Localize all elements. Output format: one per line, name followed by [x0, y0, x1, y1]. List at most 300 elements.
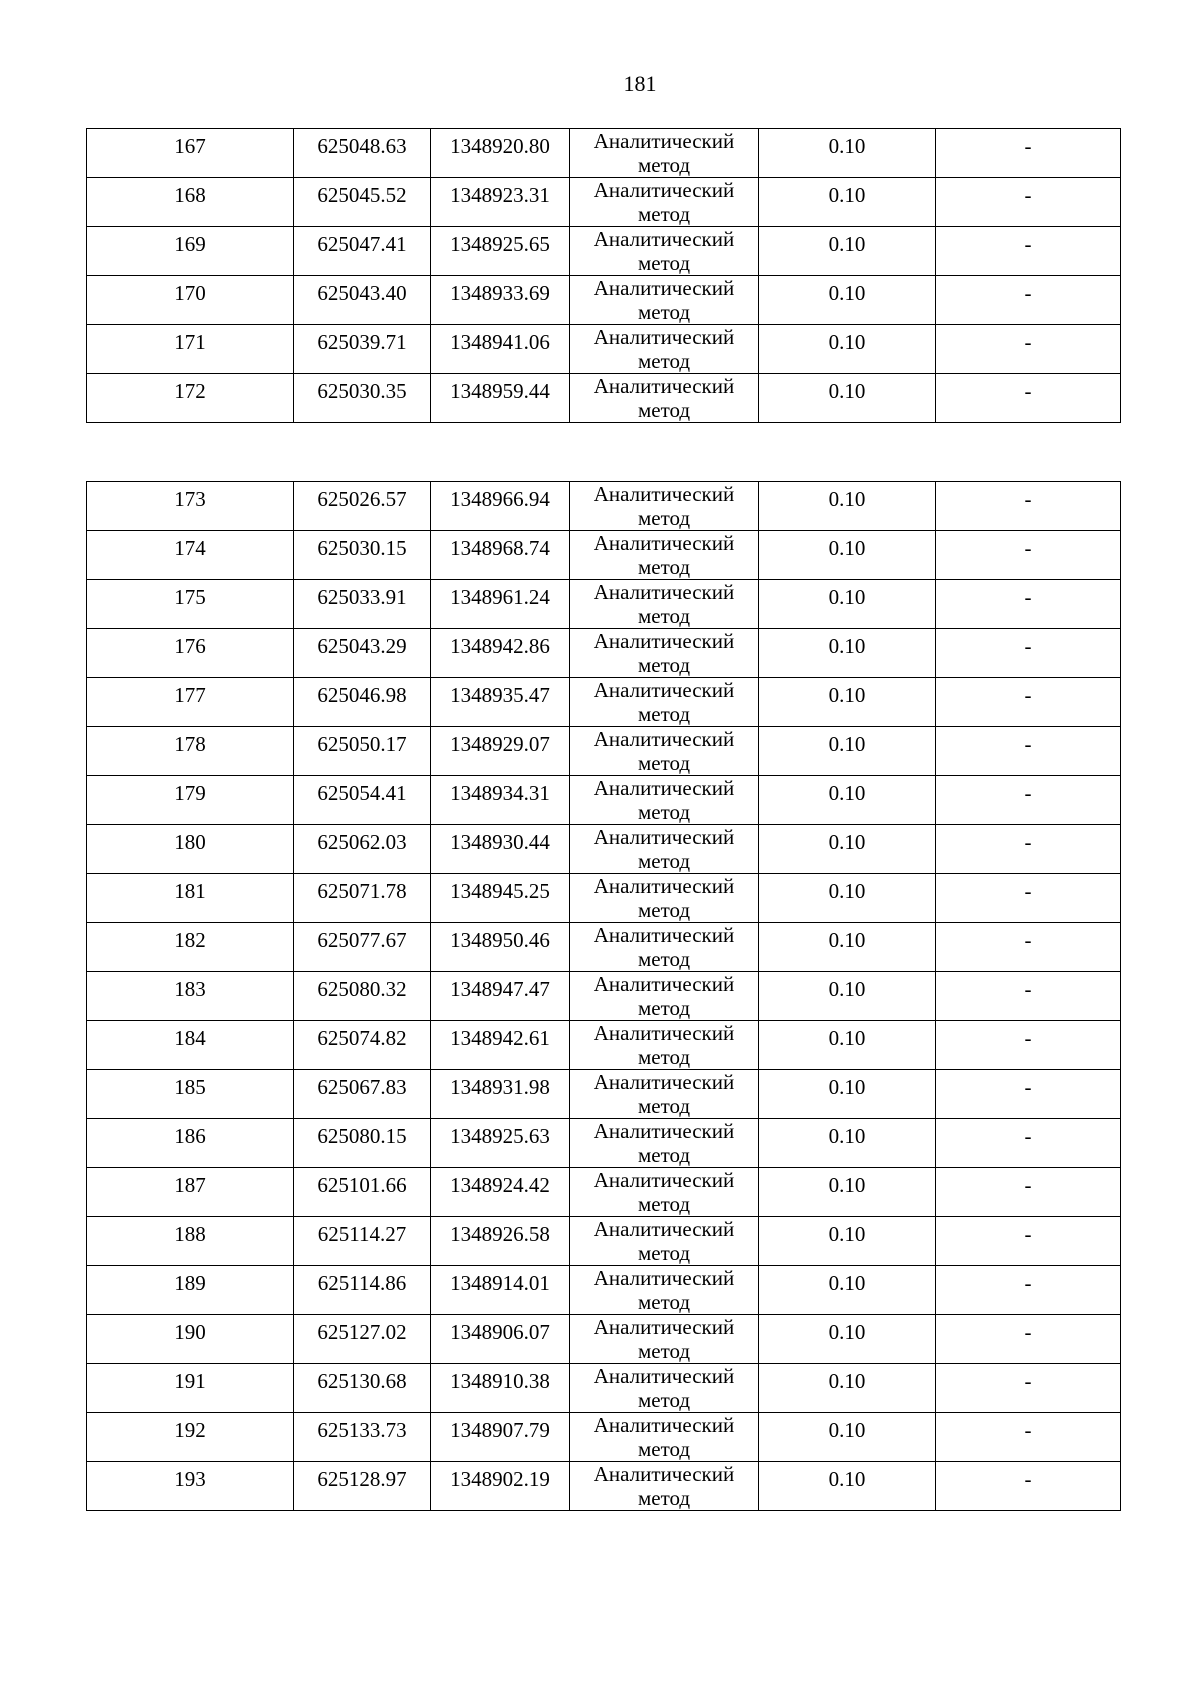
y-coordinate-cell-text: 1348935.47: [450, 683, 550, 707]
x-coordinate-cell-text: 625033.91: [317, 585, 407, 609]
accuracy-cell-text: 0.10: [828, 232, 866, 256]
x-coordinate-cell: [294, 1119, 431, 1168]
coordinates-table-1: [86, 128, 1121, 423]
x-coordinate-cell: [294, 276, 431, 325]
point-number-cell: [87, 1413, 294, 1462]
point-number-cell-text: 188: [174, 1222, 206, 1246]
accuracy-cell-text: 0.10: [828, 977, 866, 1001]
note-cell-text: -: [1024, 379, 1032, 403]
point-number-cell-text: 191: [174, 1369, 206, 1393]
x-coordinate-cell: [294, 972, 431, 1021]
accuracy-cell-text: 0.10: [828, 330, 866, 354]
y-coordinate-cell-text: 1348934.31: [450, 781, 550, 805]
method-cell-text: Аналитический метод: [593, 1364, 735, 1412]
method-cell-text: Аналитический метод: [593, 825, 735, 873]
x-coordinate-cell: [294, 178, 431, 227]
table-row: [87, 1315, 1121, 1364]
y-coordinate-cell: [431, 580, 570, 629]
note-cell-text: -: [1024, 134, 1032, 158]
note-cell-text: -: [1024, 1124, 1032, 1148]
table-row: [87, 1266, 1121, 1315]
accuracy-cell: [759, 129, 936, 178]
point-number-cell-text: 185: [174, 1075, 206, 1099]
point-number-cell: [87, 1168, 294, 1217]
method-cell-text: Аналитический метод: [593, 325, 735, 373]
point-number-cell-text: 187: [174, 1173, 206, 1197]
accuracy-cell: [759, 874, 936, 923]
note-cell: [936, 923, 1121, 972]
note-cell-text: -: [1024, 634, 1032, 658]
x-coordinate-cell-text: 625050.17: [317, 732, 407, 756]
method-cell-text: Аналитический метод: [593, 972, 735, 1020]
method-cell-text: Аналитический метод: [593, 227, 735, 275]
note-cell: [936, 276, 1121, 325]
note-cell-text: -: [1024, 281, 1032, 305]
point-number-cell-text: 180: [174, 830, 206, 854]
y-coordinate-cell: [431, 972, 570, 1021]
accuracy-cell-text: 0.10: [828, 1369, 866, 1393]
point-number-cell-text: 171: [174, 330, 206, 354]
accuracy-cell-text: 0.10: [828, 183, 866, 207]
point-number-cell: [87, 629, 294, 678]
x-coordinate-cell-text: 625080.32: [317, 977, 407, 1001]
y-coordinate-cell: [431, 678, 570, 727]
point-number-cell: [87, 678, 294, 727]
accuracy-cell-text: 0.10: [828, 1075, 866, 1099]
table-row: [87, 129, 1121, 178]
note-cell: [936, 727, 1121, 776]
x-coordinate-cell-text: 625130.68: [317, 1369, 407, 1393]
accuracy-cell: [759, 776, 936, 825]
method-cell-text: Аналитический метод: [593, 923, 735, 971]
x-coordinate-cell: [294, 923, 431, 972]
accuracy-cell: [759, 1168, 936, 1217]
y-coordinate-cell-text: 1348930.44: [450, 830, 550, 854]
y-coordinate-cell-text: 1348961.24: [450, 585, 550, 609]
y-coordinate-cell-text: 1348926.58: [450, 1222, 550, 1246]
x-coordinate-cell-text: 625030.15: [317, 536, 407, 560]
x-coordinate-cell-text: 625047.41: [317, 232, 407, 256]
method-cell: [570, 1266, 759, 1315]
accuracy-cell: [759, 727, 936, 776]
point-number-cell: [87, 825, 294, 874]
point-number-cell-text: 179: [174, 781, 206, 805]
point-number-cell-text: 175: [174, 585, 206, 609]
table-row: [87, 825, 1121, 874]
accuracy-cell: [759, 678, 936, 727]
x-coordinate-cell-text: 625043.40: [317, 281, 407, 305]
accuracy-cell: [759, 227, 936, 276]
note-cell: [936, 1413, 1121, 1462]
y-coordinate-cell-text: 1348923.31: [450, 183, 550, 207]
accuracy-cell-text: 0.10: [828, 928, 866, 952]
point-number-cell-text: 174: [174, 536, 206, 560]
method-cell-text: Аналитический метод: [593, 531, 735, 579]
point-number-cell-text: 177: [174, 683, 206, 707]
table-row: [87, 325, 1121, 374]
x-coordinate-cell-text: 625101.66: [317, 1173, 407, 1197]
y-coordinate-cell: [431, 923, 570, 972]
y-coordinate-cell: [431, 874, 570, 923]
method-cell: [570, 129, 759, 178]
x-coordinate-cell: [294, 874, 431, 923]
x-coordinate-cell: [294, 374, 431, 423]
note-cell: [936, 227, 1121, 276]
point-number-cell-text: 168: [174, 183, 206, 207]
table-row: [87, 874, 1121, 923]
table-row: [87, 1364, 1121, 1413]
y-coordinate-cell-text: 1348906.07: [450, 1320, 550, 1344]
method-cell: [570, 580, 759, 629]
method-cell-text: Аналитический метод: [593, 276, 735, 324]
note-cell-text: -: [1024, 683, 1032, 707]
note-cell-text: -: [1024, 183, 1032, 207]
table-row: [87, 923, 1121, 972]
x-coordinate-cell: [294, 325, 431, 374]
coordinates-table-2: [86, 481, 1121, 1511]
note-cell-text: -: [1024, 879, 1032, 903]
table-row: [87, 531, 1121, 580]
point-number-cell: [87, 776, 294, 825]
method-cell-text: Аналитический метод: [593, 482, 735, 530]
method-cell: [570, 776, 759, 825]
y-coordinate-cell: [431, 1266, 570, 1315]
y-coordinate-cell-text: 1348959.44: [450, 379, 550, 403]
y-coordinate-cell: [431, 629, 570, 678]
point-number-cell: [87, 178, 294, 227]
point-number-cell-text: 176: [174, 634, 206, 658]
method-cell-text: Аналитический метод: [593, 1168, 735, 1216]
method-cell-text: Аналитический метод: [593, 1070, 735, 1118]
note-cell: [936, 374, 1121, 423]
y-coordinate-cell: [431, 129, 570, 178]
x-coordinate-cell-text: 625054.41: [317, 781, 407, 805]
method-cell: [570, 1413, 759, 1462]
point-number-cell: [87, 1119, 294, 1168]
point-number-cell-text: 184: [174, 1026, 206, 1050]
method-cell: [570, 227, 759, 276]
table-row: [87, 482, 1121, 531]
y-coordinate-cell-text: 1348941.06: [450, 330, 550, 354]
point-number-cell: [87, 227, 294, 276]
y-coordinate-cell-text: 1348907.79: [450, 1418, 550, 1442]
accuracy-cell-text: 0.10: [828, 536, 866, 560]
accuracy-cell: [759, 923, 936, 972]
x-coordinate-cell: [294, 1413, 431, 1462]
x-coordinate-cell-text: 625043.29: [317, 634, 407, 658]
accuracy-cell-text: 0.10: [828, 281, 866, 305]
note-cell-text: -: [1024, 1026, 1032, 1050]
method-cell: [570, 1021, 759, 1070]
note-cell-text: -: [1024, 1467, 1032, 1491]
method-cell: [570, 1315, 759, 1364]
method-cell-text: Аналитический метод: [593, 580, 735, 628]
note-cell-text: -: [1024, 487, 1032, 511]
y-coordinate-cell-text: 1348910.38: [450, 1369, 550, 1393]
method-cell: [570, 1364, 759, 1413]
point-number-cell: [87, 374, 294, 423]
accuracy-cell: [759, 1217, 936, 1266]
accuracy-cell: [759, 1266, 936, 1315]
note-cell-text: -: [1024, 585, 1032, 609]
x-coordinate-cell: [294, 1266, 431, 1315]
note-cell-text: -: [1024, 928, 1032, 952]
y-coordinate-cell-text: 1348929.07: [450, 732, 550, 756]
point-number-cell-text: 186: [174, 1124, 206, 1148]
accuracy-cell-text: 0.10: [828, 1124, 866, 1148]
point-number-cell-text: 169: [174, 232, 206, 256]
x-coordinate-cell-text: 625127.02: [317, 1320, 407, 1344]
accuracy-cell: [759, 1315, 936, 1364]
accuracy-cell: [759, 1021, 936, 1070]
note-cell: [936, 1266, 1121, 1315]
method-cell: [570, 1217, 759, 1266]
point-number-cell: [87, 325, 294, 374]
note-cell-text: -: [1024, 1173, 1032, 1197]
x-coordinate-cell-text: 625026.57: [317, 487, 407, 511]
x-coordinate-cell-text: 625074.82: [317, 1026, 407, 1050]
note-cell: [936, 1070, 1121, 1119]
y-coordinate-cell: [431, 1217, 570, 1266]
table-row: [87, 227, 1121, 276]
point-number-cell: [87, 727, 294, 776]
method-cell: [570, 482, 759, 531]
point-number-cell: [87, 1364, 294, 1413]
point-number-cell-text: 173: [174, 487, 206, 511]
note-cell: [936, 482, 1121, 531]
note-cell: [936, 776, 1121, 825]
x-coordinate-cell-text: 625030.35: [317, 379, 407, 403]
point-number-cell: [87, 972, 294, 1021]
point-number-cell-text: 190: [174, 1320, 206, 1344]
method-cell-text: Аналитический метод: [593, 1315, 735, 1363]
x-coordinate-cell: [294, 727, 431, 776]
point-number-cell-text: 182: [174, 928, 206, 952]
accuracy-cell: [759, 276, 936, 325]
page-number: 181: [623, 71, 657, 96]
x-coordinate-cell: [294, 678, 431, 727]
method-cell: [570, 727, 759, 776]
accuracy-cell: [759, 325, 936, 374]
point-number-cell-text: 189: [174, 1271, 206, 1295]
point-number-cell: [87, 1021, 294, 1070]
x-coordinate-cell-text: 625133.73: [317, 1418, 407, 1442]
x-coordinate-cell: [294, 227, 431, 276]
note-cell: [936, 1168, 1121, 1217]
y-coordinate-cell-text: 1348924.42: [450, 1173, 550, 1197]
accuracy-cell-text: 0.10: [828, 1222, 866, 1246]
y-coordinate-cell: [431, 374, 570, 423]
x-coordinate-cell: [294, 482, 431, 531]
method-cell: [570, 1119, 759, 1168]
x-coordinate-cell-text: 625039.71: [317, 330, 407, 354]
accuracy-cell: [759, 580, 936, 629]
accuracy-cell-text: 0.10: [828, 781, 866, 805]
y-coordinate-cell-text: 1348966.94: [450, 487, 550, 511]
method-cell-text: Аналитический метод: [593, 374, 735, 422]
table-row: [87, 1119, 1121, 1168]
point-number-cell-text: 192: [174, 1418, 206, 1442]
y-coordinate-cell: [431, 1364, 570, 1413]
note-cell-text: -: [1024, 1369, 1032, 1393]
method-cell-text: Аналитический метод: [593, 874, 735, 922]
method-cell-text: Аналитический метод: [593, 178, 735, 226]
note-cell-text: -: [1024, 781, 1032, 805]
table-row: [87, 580, 1121, 629]
x-coordinate-cell-text: 625046.98: [317, 683, 407, 707]
note-cell-text: -: [1024, 536, 1032, 560]
x-coordinate-cell-text: 625048.63: [317, 134, 407, 158]
x-coordinate-cell-text: 625114.27: [317, 1222, 407, 1246]
note-cell-text: -: [1024, 1271, 1032, 1295]
note-cell: [936, 580, 1121, 629]
point-number-cell-text: 193: [174, 1467, 206, 1491]
note-cell: [936, 825, 1121, 874]
point-number-cell-text: 172: [174, 379, 206, 403]
method-cell: [570, 923, 759, 972]
note-cell-text: -: [1024, 232, 1032, 256]
accuracy-cell: [759, 531, 936, 580]
x-coordinate-cell: [294, 129, 431, 178]
point-number-cell: [87, 1462, 294, 1511]
method-cell-text: Аналитический метод: [593, 1021, 735, 1069]
note-cell: [936, 325, 1121, 374]
note-cell-text: -: [1024, 1320, 1032, 1344]
method-cell: [570, 825, 759, 874]
x-coordinate-cell: [294, 1462, 431, 1511]
x-coordinate-cell-text: 625077.67: [317, 928, 407, 952]
point-number-cell: [87, 874, 294, 923]
method-cell: [570, 374, 759, 423]
accuracy-cell: [759, 972, 936, 1021]
table-row: [87, 276, 1121, 325]
table-row: [87, 629, 1121, 678]
accuracy-cell-text: 0.10: [828, 830, 866, 854]
accuracy-cell: [759, 825, 936, 874]
method-cell: [570, 972, 759, 1021]
x-coordinate-cell: [294, 1021, 431, 1070]
table-row: [87, 1021, 1121, 1070]
y-coordinate-cell: [431, 825, 570, 874]
x-coordinate-cell-text: 625067.83: [317, 1075, 407, 1099]
method-cell: [570, 1462, 759, 1511]
note-cell: [936, 178, 1121, 227]
table-row: [87, 1462, 1121, 1511]
x-coordinate-cell: [294, 1315, 431, 1364]
y-coordinate-cell: [431, 227, 570, 276]
note-cell-text: -: [1024, 1222, 1032, 1246]
y-coordinate-cell: [431, 1119, 570, 1168]
point-number-cell: [87, 923, 294, 972]
y-coordinate-cell-text: 1348931.98: [450, 1075, 550, 1099]
point-number-cell: [87, 276, 294, 325]
accuracy-cell-text: 0.10: [828, 487, 866, 511]
table-row: [87, 1413, 1121, 1462]
note-cell: [936, 678, 1121, 727]
y-coordinate-cell: [431, 178, 570, 227]
x-coordinate-cell: [294, 580, 431, 629]
method-cell-text: Аналитический метод: [593, 776, 735, 824]
y-coordinate-cell-text: 1348925.63: [450, 1124, 550, 1148]
accuracy-cell: [759, 1462, 936, 1511]
method-cell: [570, 531, 759, 580]
accuracy-cell: [759, 374, 936, 423]
x-coordinate-cell: [294, 776, 431, 825]
point-number-cell: [87, 1070, 294, 1119]
table-row: [87, 727, 1121, 776]
accuracy-cell: [759, 1364, 936, 1413]
accuracy-cell: [759, 629, 936, 678]
x-coordinate-cell-text: 625080.15: [317, 1124, 407, 1148]
x-coordinate-cell: [294, 825, 431, 874]
y-coordinate-cell: [431, 325, 570, 374]
y-coordinate-cell: [431, 1315, 570, 1364]
method-cell-text: Аналитический метод: [593, 629, 735, 677]
method-cell-text: Аналитический метод: [593, 1217, 735, 1265]
point-number-cell: [87, 531, 294, 580]
y-coordinate-cell-text: 1348942.86: [450, 634, 550, 658]
y-coordinate-cell: [431, 276, 570, 325]
accuracy-cell-text: 0.10: [828, 879, 866, 903]
point-number-cell-text: 181: [174, 879, 206, 903]
method-cell-text: Аналитический метод: [593, 1266, 735, 1314]
y-coordinate-cell: [431, 1070, 570, 1119]
table-row: [87, 1217, 1121, 1266]
point-number-cell: [87, 1315, 294, 1364]
y-coordinate-cell: [431, 482, 570, 531]
y-coordinate-cell: [431, 531, 570, 580]
method-cell: [570, 178, 759, 227]
note-cell-text: -: [1024, 1075, 1032, 1099]
table-row: [87, 972, 1121, 1021]
table-row: [87, 776, 1121, 825]
accuracy-cell-text: 0.10: [828, 634, 866, 658]
y-coordinate-cell-text: 1348942.61: [450, 1026, 550, 1050]
method-cell: [570, 629, 759, 678]
accuracy-cell-text: 0.10: [828, 1418, 866, 1442]
y-coordinate-cell-text: 1348914.01: [450, 1271, 550, 1295]
point-number-cell: [87, 580, 294, 629]
note-cell: [936, 972, 1121, 1021]
accuracy-cell-text: 0.10: [828, 585, 866, 609]
point-number-cell: [87, 129, 294, 178]
x-coordinate-cell-text: 625071.78: [317, 879, 407, 903]
accuracy-cell-text: 0.10: [828, 379, 866, 403]
y-coordinate-cell-text: 1348902.19: [450, 1467, 550, 1491]
y-coordinate-cell: [431, 1168, 570, 1217]
x-coordinate-cell: [294, 1364, 431, 1413]
table-row: [87, 374, 1121, 423]
method-cell: [570, 1168, 759, 1217]
y-coordinate-cell: [431, 776, 570, 825]
accuracy-cell-text: 0.10: [828, 1026, 866, 1050]
accuracy-cell-text: 0.10: [828, 1271, 866, 1295]
accuracy-cell-text: 0.10: [828, 1320, 866, 1344]
y-coordinate-cell: [431, 1021, 570, 1070]
point-number-cell-text: 170: [174, 281, 206, 305]
note-cell: [936, 531, 1121, 580]
point-number-cell: [87, 482, 294, 531]
note-cell: [936, 1315, 1121, 1364]
x-coordinate-cell: [294, 1070, 431, 1119]
method-cell-text: Аналитический метод: [593, 1119, 735, 1167]
accuracy-cell: [759, 482, 936, 531]
note-cell-text: -: [1024, 830, 1032, 854]
y-coordinate-cell-text: 1348968.74: [450, 536, 550, 560]
y-coordinate-cell-text: 1348947.47: [450, 977, 550, 1001]
table-row: [87, 1070, 1121, 1119]
y-coordinate-cell-text: 1348950.46: [450, 928, 550, 952]
